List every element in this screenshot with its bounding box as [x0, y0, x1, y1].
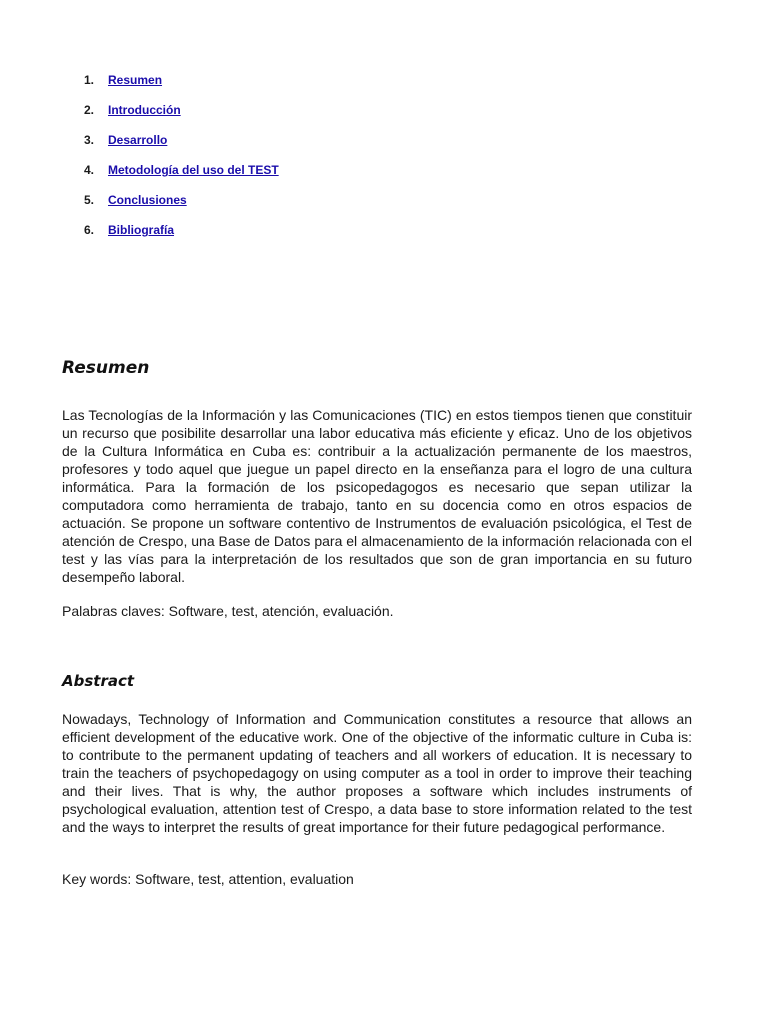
toc-number: 1.: [84, 73, 95, 87]
toc-link-introduccion[interactable]: Introducción: [108, 103, 181, 117]
toc-item-metodologia: [84, 162, 279, 192]
toc-number: 4.: [84, 163, 95, 177]
toc-number: 2.: [84, 103, 95, 117]
resumen-paragraph: Las Tecnologías de la Información y las Comunicaciones (TIC) en estos tiempos tienen que constituir un recurso que posibilite desarrollar una labor educativa más eficiente y eficaz. Uno de los objetivos de la Cultura Informática en Cuba es: contribuir a la actualización permanente de los maestros, profesores y todo aquel que juegue un papel directo en la enseñanza para el logro de una cultura informática. Para la formación de los psicopedagogos es necesario que sepan utilizar la computadora como herramienta de trabajo, tanto en su docencia como en otros espacios de actuación. Se propone un software contentivo de Instrumentos de evaluación psicológica, el Test de atención de Crespo, una Base de Datos para el almacenamiento de la información relacionada con el test y las vías para la interpretación de los resultados que son de gran importancia en su futuro desempeño laboral.: [62, 407, 692, 585]
resumen-keywords: Palabras claves: Software, test, atención, evaluación.: [62, 603, 394, 619]
toc-item-bibliografia: [84, 222, 279, 252]
toc-link-conclusiones[interactable]: Conclusiones: [108, 193, 187, 207]
table-of-contents: [84, 72, 279, 252]
toc-item-introduccion: [84, 102, 279, 132]
toc-item-conclusiones: [84, 192, 279, 222]
toc-link-desarrollo[interactable]: Desarrollo: [108, 133, 168, 147]
toc-item-desarrollo: [84, 132, 279, 162]
toc-link-metodologia[interactable]: Metodología del uso del TEST: [108, 163, 279, 177]
abstract-heading: Abstract: [62, 672, 135, 690]
abstract-paragraph: Nowadays, Technology of Information and Communication constitutes a resource that allows an efficient development of the educative work. One of the objective of the informatic culture in Cuba is: to contribute to the permanent updating of teachers and all workers of education. It is necessary to train the teachers of psychopedagogy on using computer as a tool in order to improve their teaching and their lives. That is why, the author proposes a software which includes instruments of psychological evaluation, attention test of Crespo, a data base to store information related to the test and the ways to interpret the results of great importance for their future pedagogical performance.: [62, 711, 692, 835]
toc-number: 5.: [84, 193, 95, 207]
abstract-keywords: Key words: Software, test, attention, evaluation: [62, 871, 354, 887]
toc-number: 3.: [84, 133, 95, 147]
toc-item-resumen: [84, 72, 279, 102]
toc-link-bibliografia[interactable]: Bibliografía: [108, 223, 175, 237]
resumen-heading: Resumen: [62, 358, 150, 378]
toc-link-resumen[interactable]: Resumen: [108, 73, 163, 87]
toc-number: 6.: [84, 223, 95, 237]
